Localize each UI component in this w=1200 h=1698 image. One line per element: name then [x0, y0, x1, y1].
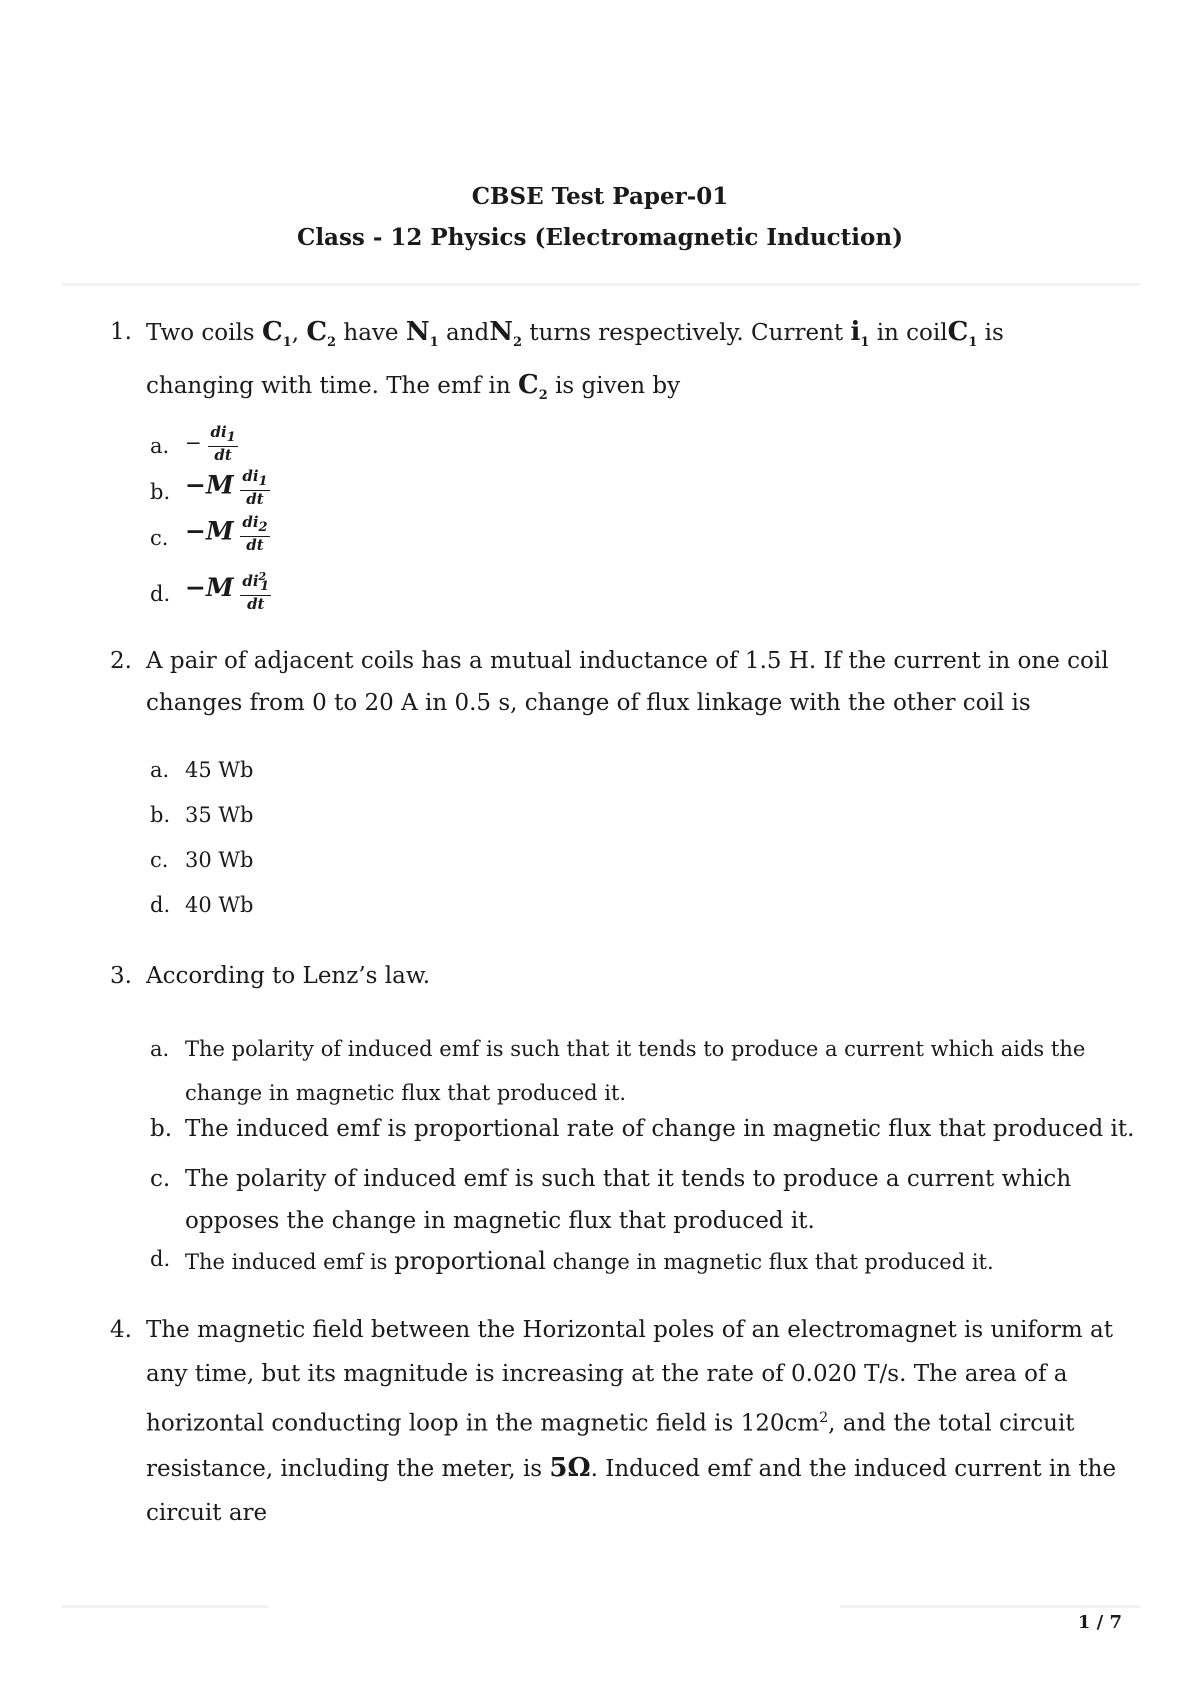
question-number: 4. [110, 1317, 132, 1343]
option-a[interactable]: a. − $\frac{di_1}{dt}$ [150, 423, 236, 464]
option-b[interactable]: b. The induced emf is proportional rate of change in magnetic flux that produced it. [150, 1116, 1135, 1142]
option-c[interactable]: c. 30 Wb [150, 848, 254, 872]
option-d[interactable]: d. 40 Wb [150, 893, 254, 917]
question-text: Two coils $C_1$, $C_2$ have $N_1$ andN$_2$ turns respectively. Current $i_1$ in coilC$_1$ is changing with time. The emf in $C_2$ is given by [146, 317, 1004, 404]
question-number: 1. [110, 319, 132, 345]
footer-right-divider [840, 1605, 1140, 1608]
option-a[interactable]: a. The polarity of induced emf is such that it tends to produce a current which aids the change in magnetic flux that produced it. [150, 1037, 1086, 1105]
page-title: CBSE Test Paper-01 [471, 183, 729, 210]
footer-left-divider [62, 1605, 268, 1608]
option-a[interactable]: a. 45 Wb [150, 758, 254, 782]
option-c[interactable]: c. The polarity of induced emf is such that it tends to produce a current which opposes the change in magnetic flux that produced it. [150, 1166, 1072, 1234]
question-number: 3. [110, 963, 132, 989]
question-text: According to Lenz’s law. [146, 963, 431, 989]
question-number: 2. [110, 648, 132, 674]
page-number: 1 / 7 [1077, 1612, 1122, 1633]
option-d[interactable]: d. −M $\frac{di^2_1}{dt}$ [150, 570, 270, 613]
question-text: A pair of adjacent coils has a mutual inductance of 1.5 H. If the current in one coil changes from 0 to 20 A in 0.5 s, change of flux linkage with the other coil is [146, 648, 1109, 716]
option-d[interactable]: d. The induced emf is proportional change in magnetic flux that produced it. [150, 1247, 994, 1275]
header-divider [62, 283, 1140, 286]
page-subtitle: Class - 12 Physics (Electromagnetic Induction) [297, 224, 903, 251]
option-c[interactable]: c. −M $\frac{di_2}{dt}$ [150, 513, 268, 554]
option-b[interactable]: b. 35 Wb [150, 803, 254, 827]
option-b[interactable]: b. −M $\frac{di_1}{dt}$ [150, 467, 268, 508]
question-text: The magnetic field between the Horizontal poles of an electromagnet is uniform at any time, but its magnitude is increasing at the rate of 0.020 T/s. The area of a horizontal conducting loop in the magnetic field is $120cm^2$, and the total circuit resistance, including the meter, is 5Ω. Induced emf and the induced current in the circuit are [146, 1317, 1117, 1526]
